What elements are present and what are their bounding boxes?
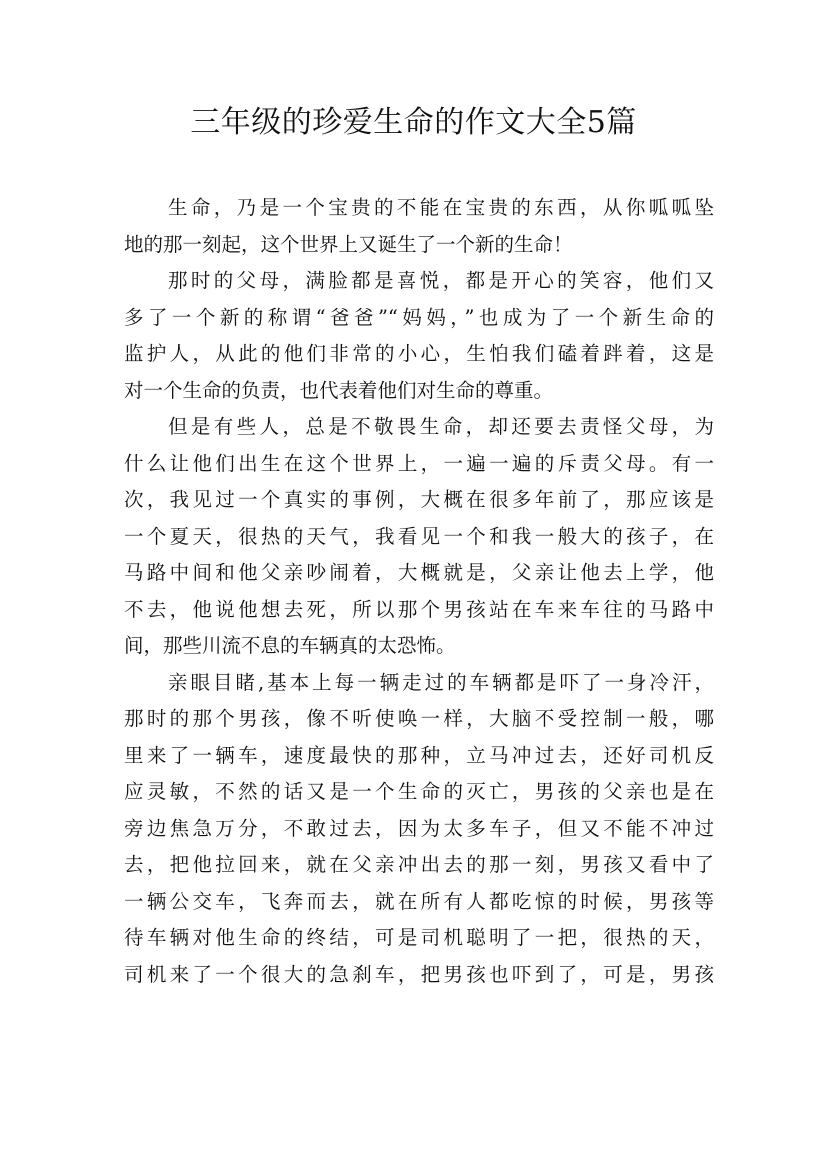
- text-line: 司机来了一个很大的急刹车，把男孩也吓到了，可是，男孩: [124, 962, 714, 986]
- document-body: [124, 190, 714, 993]
- text-line: 亲眼目睹,基本上每一辆走过的车辆都是吓了一身冷汗，: [168, 670, 714, 694]
- text-line: 里来了一辆车，速度最快的那种，立马冲过去，还好司机反: [124, 743, 714, 767]
- text-line: 一个夏天，很热的天气，我看见一个和我一般大的孩子，在: [124, 524, 714, 548]
- text-line: 地的那一刻起，这个世界上又诞生了一个新的生命！: [124, 232, 573, 256]
- text-line: 待车辆对他生命的终结，可是司机聪明了一把，很热的天，: [124, 926, 714, 949]
- text-line: 不去，他说他想去死，所以那个男孩站在车来车往的马路中: [124, 597, 714, 621]
- text-line: 对一个生命的负责，也代表着他们对生命的尊重。: [124, 378, 554, 402]
- text-line: 那时的父母，满脸都是喜悦，都是开心的笑容，他们又: [168, 269, 714, 292]
- text-line: 但是有些人，总是不敬畏生命，却还要去责怪父母，为: [168, 415, 714, 438]
- document-title: 三年级的珍爱生命的作文大全5篇: [190, 105, 637, 140]
- text-line: 间，那些川流不息的车辆真的太恐怖。: [124, 634, 456, 657]
- text-line: 旁边焦急万分，不敢过去，因为太多车子，但又不能不冲过: [124, 816, 714, 840]
- text-line: 一辆公交车，飞奔而去，就在所有人都吃惊的时候，男孩等: [124, 889, 714, 913]
- text-line: 应灵敏，不然的话又是一个生命的灭亡，男孩的父亲也是在: [124, 780, 714, 803]
- text-line: 马路中间和他父亲吵闹着，大概就是，父亲让他去上学，他: [124, 561, 714, 584]
- text-line: 次，我见过一个真实的事例，大概在很多年前了，那应该是: [124, 488, 714, 511]
- text-line: 监护人，从此的他们非常的小心，生怕我们磕着跘着，这是: [124, 342, 714, 365]
- text-line: 生命，乃是一个宝贵的不能在宝贵的东西，从你呱呱坠: [168, 196, 714, 219]
- text-line: 去，把他拉回来，就在父亲冲出去的那一刻，男孩又看中了: [124, 853, 714, 876]
- text-line: 什么让他们出生在这个世界上，一遍一遍的斥责父母。有一: [124, 451, 714, 475]
- text-line: 那时的那个男孩，像不听使唤一样，大脑不受控制一般，哪: [124, 707, 714, 730]
- text-line: 多了一个新的称谓“爸爸”“妈妈，”也成为了一个新生命的: [124, 305, 714, 329]
